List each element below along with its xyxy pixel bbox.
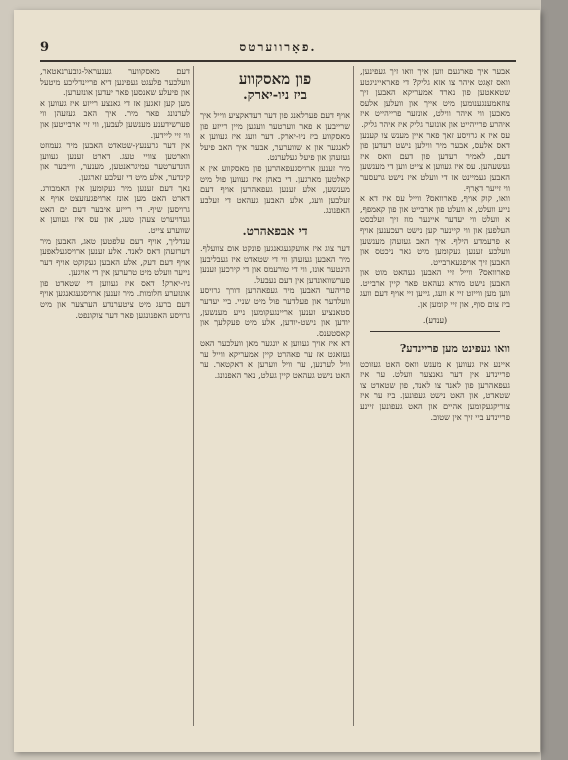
subheading: די אבפאהרט.	[242, 223, 308, 238]
header-rule	[40, 60, 516, 62]
paragraph: איינע איז געווען א מענש וואס האט געזוכט פריינדע אין דער גאנצער וועלט. ער איז געפאהרען פון לאנד צו לאנד, פון שטאדט צו שטאדט, און האט נישט געפונען. ביז ער איז צוריקגעקומען אהיים און האט געפונען זיינע פריינדע ביי זיך אין שטוב.	[360, 358, 510, 422]
column-middle	[200, 66, 350, 734]
section-title: וואו געפינט מען פריינדע?	[399, 341, 510, 355]
paragraph: וואו, קוק אויף, פארוואס? ווייל עס איז דא א נייע וועלט, א וועלט פון ארבייט און פון קאמפף, א וועלט ווי יעדער איינער מוז זיך זעלבסט העלפען און ווי קיינער קען נישט רעכענען אויף א פרעמדע הילף. איך האב געזעהן מענשען וועלכע זענען געקומען מיט גאר ניכטס און האבען זיך אויפגעארבייט.	[360, 193, 510, 267]
column-separator	[193, 66, 194, 726]
paragraph: פארוואס? ווייל זיי האבען געהאט מוט און האבען נישט מורא געהאט פאר קיין ארבייט. ווען מען ווייזט זיי א וועג, גייען זיי אויף דעם וועג ביז צום סוף, און זיי קומען אן.	[360, 267, 510, 310]
paragraph: אויף דעם פערלאנג פון דער רעדאקציע ווייל איך שרייבען א פאר ווערטער וועגען מיין רייזע פון מאסקווע ביז ניו-יארק. דער וועג איז געווען א לאנגער און א שווערער, אבער איך האב פיעל געזעהן און פיעל געלערנט.	[200, 110, 350, 163]
paragraph: מען קען זאגען אז די גאנצע רייזע איז געווען א לערנונג פאר מיר. איך האב געזעהן ווי פערשידענע מענשען לעבען, ווי זיי ארבייטען און ווי זיי ליידען.	[40, 97, 190, 140]
page-header	[40, 40, 516, 58]
paragraph: דא איז אויך געווען א יונגער מאן וועלכער האט געזאגט אז ער פאהרט קיין אמעריקא ווייל ער וויל לערנען, ער וויל ווערען א דאקטאר. ער האט נישט געהאט קיין געלט, נאר האפנונג.	[200, 338, 350, 381]
paragraph: עס איז א גרויסע זאך פאר איין מענש צו קענען דאס אלעס, אבער מיר ווילען נישט רעדען פון דעם, לאמיר רעדען פון דעם וואס איז געשעהען. עס איז געווען א צייט ווען די מענשען האבען געמיינט אז די וועלט איז נישט גרעסער ווי זייער דאָרף.	[360, 129, 510, 193]
paragraph: ניו-יארק! דאס איז געווען די שטאדט פון אונזערע חלומות. מיר זענען ארויסגעגאנגען אויף דעם ברעג מיט ציטערנדע הערצער און מיט גרויסע האפנונגען פאר דער צוקונפט.	[40, 277, 190, 320]
background-strip	[541, 0, 568, 760]
paragraph: נאך דעם זענען מיר געקומען אין האמבורג. דארט האט מען אונז ארויפגעזעצט אויף א גרויסען שיף. די רייזע איבער דעם ים האט געדויערט צעהן טעג, און עס איז געווען א שווערע צייט.	[40, 182, 190, 235]
page-number: 9	[40, 40, 50, 55]
page-title: פאָרווערטס.	[239, 40, 317, 54]
paragraph: מיר זענען ארויסגעפאהרען פון מאסקווע אין א קאלטען מארגען. די באהן איז געווען פול מיט מענשען, אלע זענען געפאהרען אויף דעם זעלבען וועג, אלע האבען געהאט די זעלבע האפנונג.	[200, 162, 350, 216]
paragraph: דעם מאסקווער גענעראל-גובערנאטאר, וועלכער פלעגט געפינען דיא פריינדליכע מיטעל און פיעלע שאנסען פאר יעדען אונזערען.	[40, 66, 190, 98]
column-left	[40, 66, 190, 734]
column-separator	[353, 66, 354, 726]
article-title-second-line: ביז ניו-יארק.	[243, 88, 307, 103]
end-mark: (ענדע).	[422, 315, 448, 325]
paragraph: אין דער גרענעץ-שטאדט האבען מיר געמוזט ווארטען צוויי טעג. דארט זענען געווען הונדערטער עמיגראנטען, מענער, ווייבער און קינדער, אלע מיט די זעלבע זארגען.	[40, 140, 190, 182]
paragraph: דער צוג איז אוועקגעגאנגען פונקט אום צוועלף. מיר האבען געזעהן ווי די שטאדט איז געבליבען הינטער אונז, ווי די טורעמס און די קירכען זענען פערשוואונדען אין דעם נעבעל.	[200, 242, 350, 285]
paragraph: ענדליך, אויף דעם עלפטען טאג, האבען מיר דערזעהן דאס לאנד. אלע זענען ארויסגעלאפען אויף דעם דעק, אלע האבען געקוקט אויף דער נייער וועלט מיט טרערען אין די אויגען.	[40, 235, 190, 278]
paragraph: פריהער האבען מיר געפאהרען דורך גרויסע וועלדער און פעלדער פול מיט שניי. ביי יעדער סטאנציע זענען אריינגעקומען נייע מענשען, יודען און נישט-יודען, אלע מיט פעקלעך און קאסטענס.	[200, 285, 350, 338]
article-title: פון מאסקווע	[238, 70, 312, 88]
column-right	[360, 66, 510, 734]
section-divider	[370, 331, 500, 332]
paragraph: אבער איך פארגעם ווען איך וואו זיך געפינען, וואס זאָגט איהר צו אזא גליק? די פאראייניגטע שטאאטען פון נארד אמעריקא האבען זיך צוזאמענגענומען מיט אייך און וועלען אלעס מאכען ווי איהר ווילט, אונזער פרייהייט איז איהרע פרייהייט און אונזער גליק איז איהר גליק.	[360, 66, 510, 129]
